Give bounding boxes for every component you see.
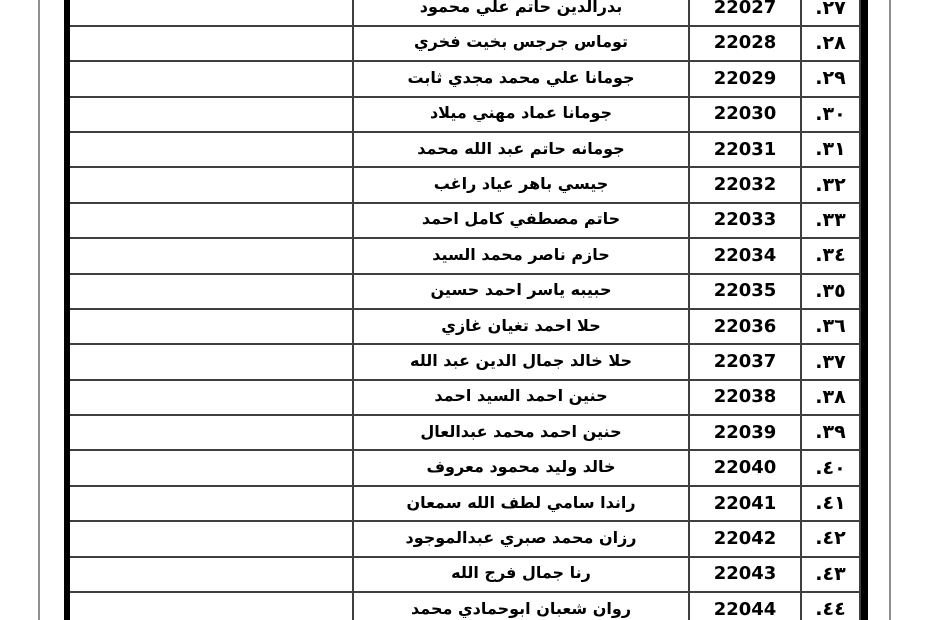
serial-number-cell (800, 522, 861, 555)
serial-number: ٢٨. (815, 31, 846, 54)
notes-cell (70, 275, 352, 308)
student-id-cell (688, 98, 800, 131)
student-name-cell (352, 62, 688, 95)
student-id-cell (688, 451, 800, 484)
student-id: 22044 (713, 598, 777, 620)
notes-cell (70, 27, 352, 60)
serial-number: ٣٨. (815, 385, 846, 408)
student-id: 22029 (713, 67, 777, 89)
notes-cell (70, 310, 352, 343)
serial-number-cell (800, 310, 861, 343)
student-id: 22027 (713, 0, 777, 19)
student-name: حبيبه ياسر احمد حسين (430, 280, 612, 300)
student-id: 22030 (713, 103, 777, 125)
serial-number-cell (800, 558, 861, 591)
student-id: 22042 (713, 527, 777, 549)
student-id-cell (688, 62, 800, 95)
student-id: 22038 (713, 386, 777, 408)
student-name: حلا احمد تغيان غازي (441, 315, 601, 335)
serial-number-cell (800, 416, 861, 449)
table-row (70, 0, 861, 27)
serial-number-cell (800, 239, 861, 272)
student-id-cell (688, 416, 800, 449)
serial-number: ٢٩. (815, 67, 846, 90)
notes-cell (70, 522, 352, 555)
serial-number: ٣٩. (815, 421, 846, 444)
serial-number-cell (800, 451, 861, 484)
serial-number: ٤٤. (815, 598, 846, 620)
table-row (70, 168, 861, 203)
student-name: روان شعبان ابوحمادي محمد (410, 598, 632, 618)
student-id-cell (688, 593, 800, 620)
student-id-cell (688, 0, 800, 25)
student-id: 22040 (713, 457, 777, 479)
serial-number: ٣٦. (815, 315, 846, 338)
student-name-cell (352, 593, 688, 620)
serial-number-cell (800, 27, 861, 60)
student-name: جومانه حاتم عبد الله محمد (417, 138, 625, 158)
serial-number-cell (800, 593, 861, 620)
student-name: جومانا علي محمد مجدي ثابت (407, 67, 635, 87)
table-row (70, 98, 861, 133)
student-name-cell (352, 204, 688, 237)
outer-rule-left (38, 0, 40, 620)
student-id-cell (688, 310, 800, 343)
student-name-cell (352, 310, 688, 343)
student-id: 22033 (713, 209, 777, 231)
student-id: 22039 (713, 421, 777, 443)
student-id-cell (688, 168, 800, 201)
serial-number: ٣٣. (815, 208, 846, 231)
student-id-cell (688, 381, 800, 414)
student-name: حنين احمد السيد احمد (434, 386, 608, 406)
notes-cell (70, 558, 352, 591)
table-row (70, 62, 861, 97)
student-name: خالد وليد محمود معروف (426, 457, 616, 477)
serial-number-cell (800, 381, 861, 414)
student-name: رزان محمد صبري عبدالموجود (405, 527, 637, 547)
student-id-cell (688, 522, 800, 555)
serial-number: ٣٢. (815, 173, 846, 196)
serial-number: ٣٥. (815, 279, 846, 302)
table-row (70, 593, 861, 620)
serial-number-cell (800, 0, 861, 25)
student-name: راندا سامي لطف الله سمعان (406, 492, 636, 512)
table-row (70, 133, 861, 168)
student-name-cell (352, 133, 688, 166)
serial-number: ٣٧. (815, 350, 846, 373)
student-name: حازم ناصر محمد السيد (432, 244, 610, 264)
table-row (70, 522, 861, 557)
notes-cell (70, 62, 352, 95)
notes-cell (70, 204, 352, 237)
notes-cell (70, 381, 352, 414)
student-name-cell (352, 275, 688, 308)
student-id-cell (688, 27, 800, 60)
student-name: بدرالدين حاتم علي محمود (419, 0, 623, 17)
student-name: حنين احمد محمد عبدالعال (420, 421, 622, 441)
student-id: 22032 (713, 174, 777, 196)
notes-cell (70, 239, 352, 272)
student-name: حاتم مصطفي كامل احمد (421, 209, 621, 229)
table-row (70, 558, 861, 593)
serial-number: ٣١. (815, 138, 846, 161)
table-row (70, 204, 861, 239)
student-id: 22031 (713, 138, 777, 160)
student-name-cell (352, 522, 688, 555)
student-name: حلا خالد جمال الدين عبد الله (409, 351, 633, 370)
table-row (70, 451, 861, 486)
student-name-cell (352, 27, 688, 60)
notes-cell (70, 416, 352, 449)
serial-number: ٤٢. (815, 527, 846, 550)
table-row (70, 275, 861, 310)
notes-cell (70, 593, 352, 620)
serial-number: ٤١. (815, 492, 846, 515)
table-row (70, 310, 861, 345)
serial-number-cell (800, 168, 861, 201)
student-name-cell (352, 416, 688, 449)
student-id-cell (688, 558, 800, 591)
student-id-cell (688, 345, 800, 378)
notes-cell (70, 345, 352, 378)
student-name: جومانا عماد مهني ميلاد (429, 103, 613, 123)
serial-number: ٤٣. (815, 562, 846, 585)
student-id-cell (688, 487, 800, 520)
table-row (70, 239, 861, 274)
student-name: توماس جرجس بخيت فخري (414, 32, 629, 52)
outer-rule-right (889, 0, 891, 620)
table-row (70, 416, 861, 451)
serial-number: ٣٠. (815, 102, 846, 125)
student-name: رنا جمال فرج الله (451, 563, 591, 583)
student-name-cell (352, 98, 688, 131)
table-row (70, 487, 861, 522)
student-id-cell (688, 275, 800, 308)
student-id-cell (688, 204, 800, 237)
notes-cell (70, 133, 352, 166)
table-row (70, 27, 861, 62)
student-name-cell (352, 381, 688, 414)
roster-table (70, 0, 861, 620)
notes-cell (70, 98, 352, 131)
table-row (70, 345, 861, 380)
notes-cell (70, 168, 352, 201)
serial-number-cell (800, 345, 861, 378)
serial-number: ٤٠. (815, 456, 846, 479)
student-name-cell (352, 168, 688, 201)
student-id: 22041 (713, 492, 777, 514)
serial-number: ٢٧. (815, 0, 846, 19)
student-name-cell (352, 345, 688, 378)
serial-number-cell (800, 487, 861, 520)
student-name-cell (352, 0, 688, 25)
serial-number: ٣٤. (815, 244, 846, 267)
serial-number-cell (800, 204, 861, 237)
student-name: جيسي باهر عياد راغب (433, 174, 609, 194)
notes-cell (70, 0, 352, 25)
student-name-cell (352, 558, 688, 591)
student-id-cell (688, 239, 800, 272)
table-row (70, 381, 861, 416)
student-id-cell (688, 133, 800, 166)
serial-number-cell (800, 275, 861, 308)
student-id: 22035 (713, 280, 777, 302)
serial-number-cell (800, 133, 861, 166)
table-border-right (861, 0, 868, 620)
serial-number-cell (800, 98, 861, 131)
student-id: 22036 (713, 315, 777, 337)
student-id: 22034 (713, 244, 777, 266)
student-name-cell (352, 451, 688, 484)
serial-number-cell (800, 62, 861, 95)
student-name-cell (352, 239, 688, 272)
student-id: 22028 (713, 32, 777, 54)
student-id: 22043 (713, 563, 777, 585)
student-name-cell (352, 487, 688, 520)
student-id: 22037 (713, 351, 777, 372)
notes-cell (70, 451, 352, 484)
notes-cell (70, 487, 352, 520)
